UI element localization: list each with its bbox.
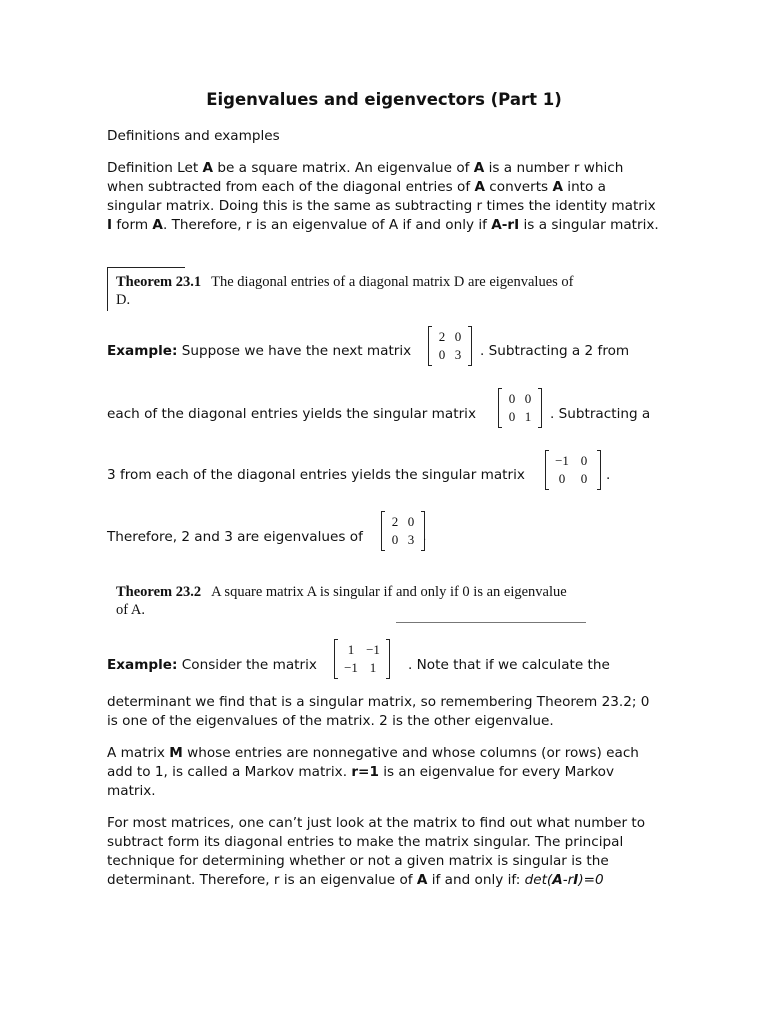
example1-line2-after: . Subtracting a <box>550 406 651 422</box>
matrix-m2: 0 0 0 1 <box>498 389 542 427</box>
example1-line4: Therefore, 2 and 3 are eigenvalues of <box>107 529 363 545</box>
example2-line: Example: Consider the matrix <box>107 657 317 673</box>
example1-line2: each of the diagonal entries yields the singular matrix <box>107 406 476 422</box>
example-label: Example: <box>107 657 178 673</box>
theorem-text: A square matrix A is singular if and only if 0 is an eigenvalue of A. <box>116 584 567 618</box>
final-paragraph: For most matrices, one can’t just look at the matrix to find out what number to subtract form its diagonal entries to make the matrix singular. The principal technique for determining whether or not a given matrix is singular is the determinant. Therefore, r is an eigenvalue of A if and only if: det(A-rI)=0 <box>107 815 646 888</box>
example2-after: . Note that if we calculate the <box>408 657 610 673</box>
matrix-m4: 2 0 0 3 <box>381 512 425 550</box>
example1-line3: 3 from each of the diagonal entries yields the singular matrix <box>107 467 525 483</box>
theorem-text: The diagonal entries of a diagonal matrix D are eigenvalues of D. <box>116 274 574 308</box>
subtitle: Definitions and examples <box>107 128 280 144</box>
example1-line3-after: . <box>606 467 611 483</box>
matrix-m3: −1 0 0 0 <box>545 451 601 489</box>
theorem-label: Theorem 23.1 <box>116 274 202 290</box>
det-formula: det(A-rI)=0 <box>524 872 604 888</box>
theorem-underline <box>396 622 586 623</box>
theorem-border <box>107 267 108 311</box>
example1-line1-after: . Subtracting a 2 from <box>480 343 630 359</box>
example-label: Example: <box>107 343 178 359</box>
theorem-label: Theorem 23.2 <box>116 584 202 600</box>
definition-paragraph: Definition Let A be a square matrix. An eigenvalue of A is a number r which when subtracted from each of the diagonal entries of A converts A into a singular matrix. Doing this is the same as subtracting r times the identity matrix I form A. Therefore, r is an eigenvalue of A if and only if A-rI is a singular matrix. <box>107 160 659 233</box>
example1-line4-after: . <box>423 532 427 543</box>
markov-paragraph: A matrix M whose entries are nonnegative and whose columns (or rows) each add to 1, is called a Markov matrix. r=1 is an eigenvalue for every Markov matrix. <box>107 745 639 799</box>
theorem-23-1 <box>107 267 577 311</box>
page-title: Eigenvalues and eigenvectors (Part 1) <box>206 90 562 109</box>
example1-line1: Example: Suppose we have the next matrix <box>107 343 412 359</box>
example2-continuation: determinant we find that is a singular matrix, so remembering Theorem 23.2; 0 is one of the eigenvalues of the matrix. 2 is the other eigenvalue. <box>107 694 650 729</box>
matrix-m5: 1 −1 −1 1 <box>334 640 390 678</box>
matrix-m1: 2 0 0 3 <box>428 327 472 365</box>
theorem-border-top <box>107 267 185 268</box>
theorem-23-2 <box>116 583 576 627</box>
